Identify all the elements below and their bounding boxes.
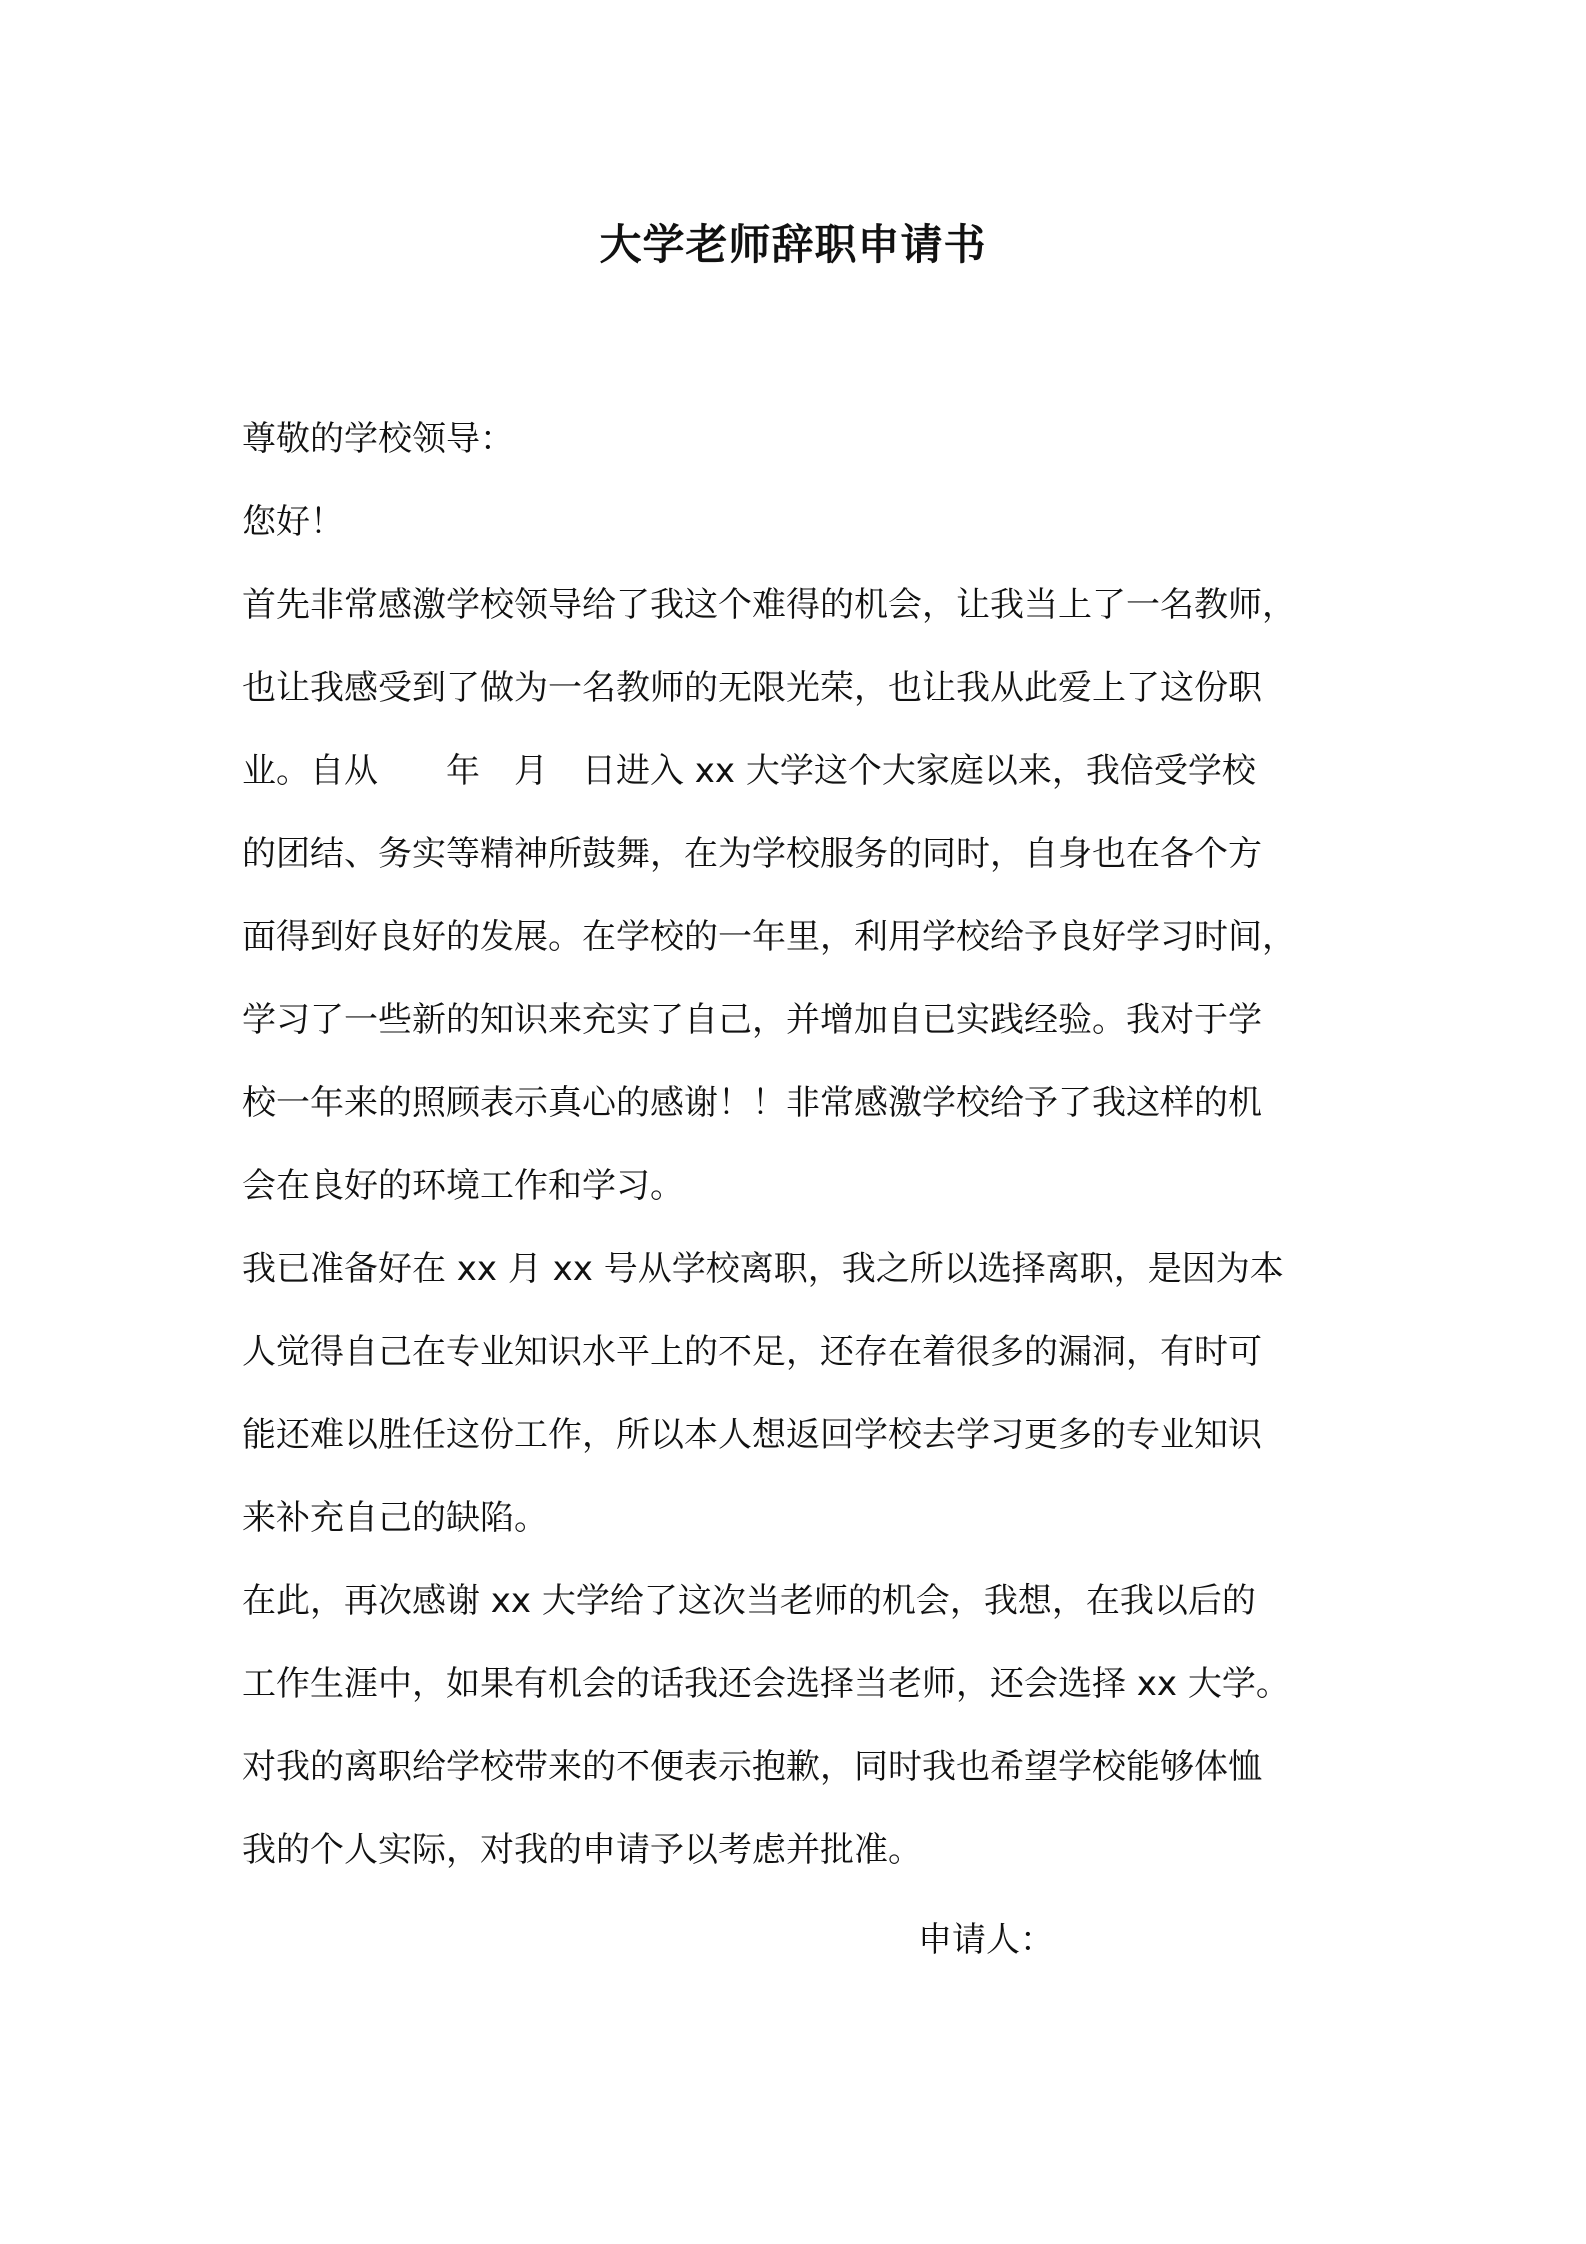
body-line: 学习了一些新的知识来充实了自己，并增加自已实践经验。我对于学 [242,1000,1262,1040]
letter-body [242,398,1362,1892]
body-line: 人觉得自己在专业知识水平上的不足，还存在着很多的漏洞，有时可 [242,1332,1262,1372]
body-line: 工作生涯中，如果有机会的话我还会选择当老师，还会选择 xx 大学。 [242,1664,1290,1704]
body-line: 的团结、务实等精神所鼓舞，在为学校服务的同时，自身也在各个方 [242,834,1262,874]
document-title: 大学老师辞职申请书 [599,220,987,269]
body-line: 首先非常感激学校领导给了我这个难得的机会，让我当上了一名教师， [242,585,1296,625]
body-line: 面得到好良好的发展。在学校的一年里，利用学校给予良好学习时间， [242,917,1296,957]
body-line: 会在良好的环境工作和学习。 [242,1166,684,1206]
body-line: 我的个人实际，对我的申请予以考虑并批准。 [242,1830,922,1870]
body-line: 我已准备好在 xx 月 xx 号从学校离职，我之所以选择离职，是因为本 [242,1249,1284,1289]
body-line: 对我的离职给学校带来的不便表示抱歉，同时我也希望学校能够体恤 [242,1747,1262,1787]
body-line: 也让我感受到了做为一名教师的无限光荣，也让我从此爱上了这份职 [242,668,1262,708]
body-line: 业。自从 年 月 日进入 xx 大学这个大家庭以来，我倍受学校 [242,751,1256,791]
salutation-line: 尊敬的学校领导： [242,419,514,459]
body-line: 校一年来的照顾表示真心的感谢！！非常感激学校给予了我这样的机 [242,1083,1262,1123]
body-line: 在此，再次感谢 xx 大学给了这次当老师的机会，我想，在我以后的 [242,1581,1256,1621]
signature-label: 申请人： [918,1920,1054,1960]
body-line: 能还难以胜任这份工作，所以本人想返回学校去学习更多的专业知识 [242,1415,1262,1455]
body-line: 来补充自己的缺陷。 [242,1498,548,1538]
greeting-line: 您好！ [242,502,344,542]
